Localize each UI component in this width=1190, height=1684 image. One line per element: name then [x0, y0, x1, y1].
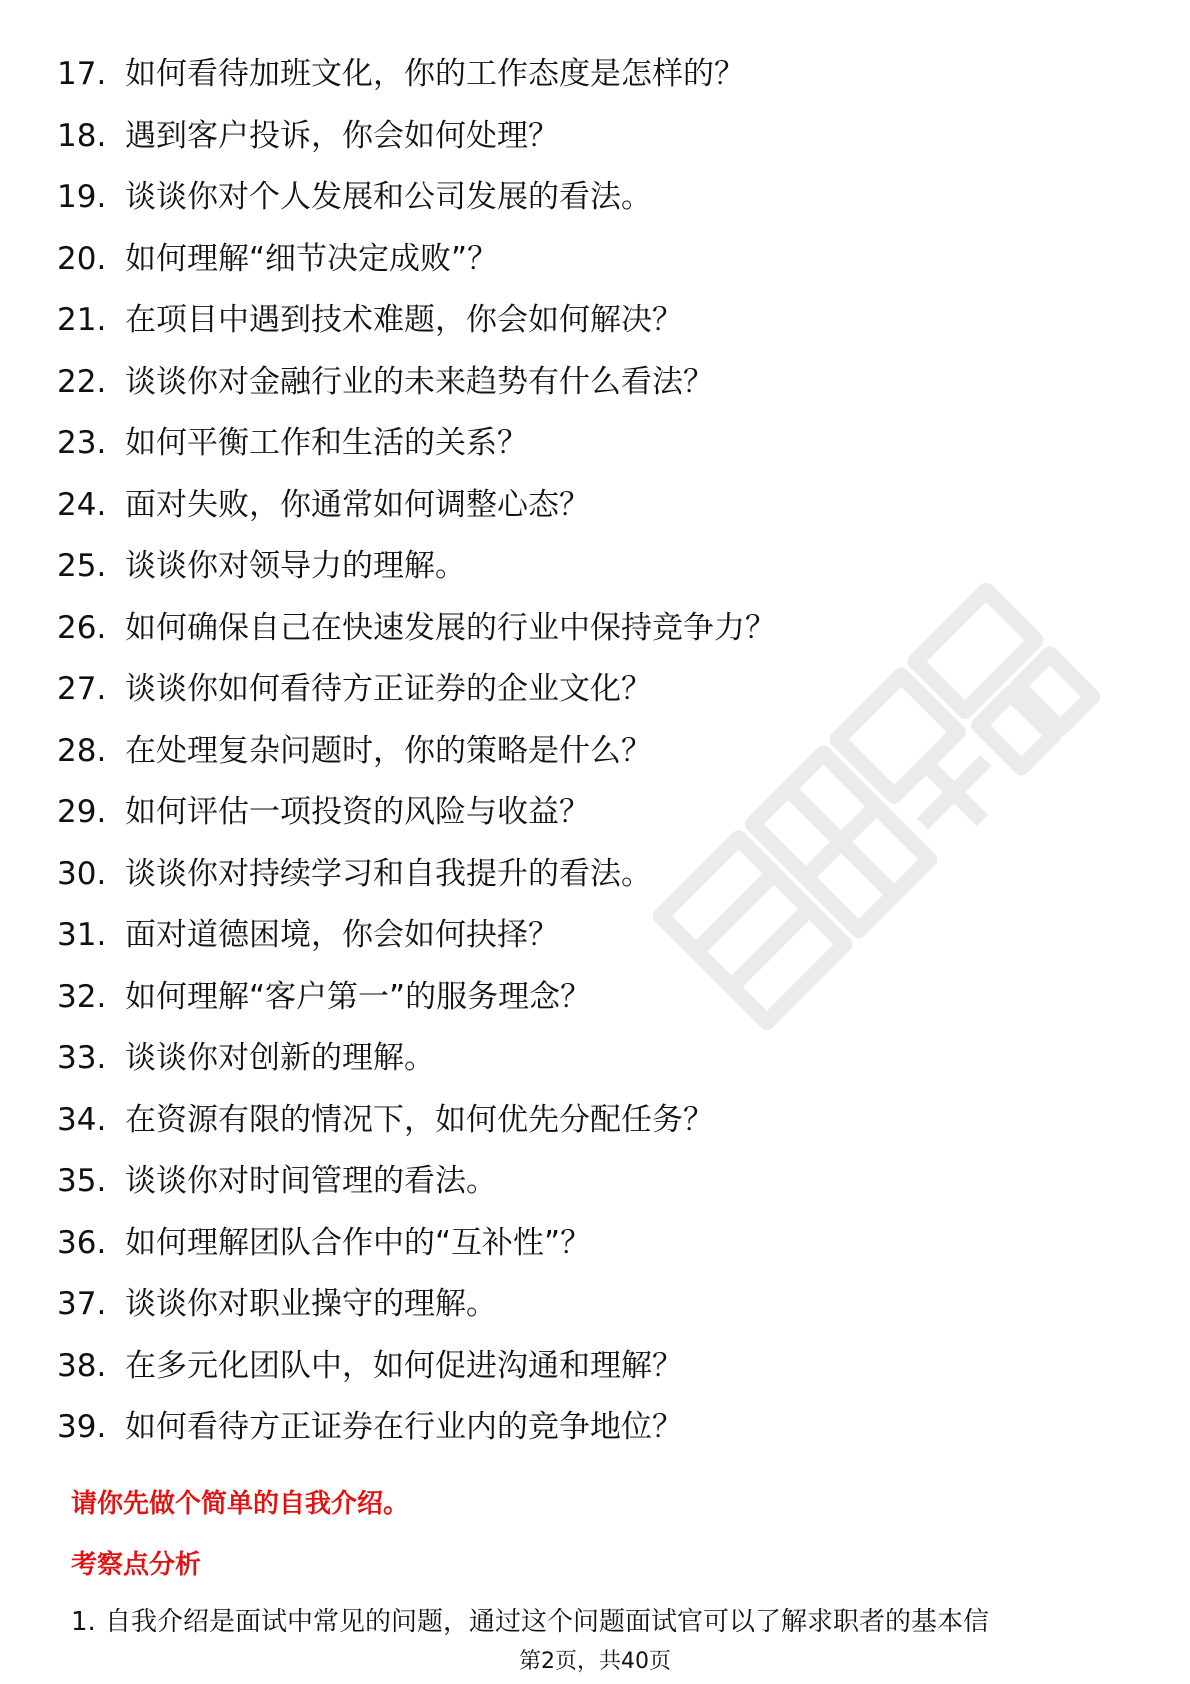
question-number: 19.	[57, 179, 107, 215]
question-item	[0, 1274, 1190, 1336]
question-item	[0, 659, 1190, 721]
question-item	[0, 536, 1190, 598]
question-number: 37.	[57, 1286, 107, 1322]
question-text: 如何理解“客户第一”的服务理念？	[125, 978, 592, 1015]
question-number: 35.	[57, 1163, 107, 1199]
question-number: 32.	[57, 978, 107, 1015]
question-text: 如何看待加班文化，你的工作态度是怎样的？	[125, 56, 745, 92]
question-heading: 请你先做个简单的自我介绍。	[71, 1489, 410, 1519]
question-text: 如何理解团队合作中的“互补性”？	[125, 1224, 592, 1261]
question-text: 谈谈你对职业操守的理解。	[125, 1286, 497, 1322]
question-text: 谈谈你对领导力的理解。	[125, 548, 466, 584]
question-number: 29.	[57, 794, 107, 830]
question-text: 谈谈你对金融行业的未来趋势有什么看法？	[125, 363, 714, 400]
question-item	[0, 1397, 1190, 1459]
question-number: 39.	[57, 1409, 107, 1445]
question-number: 31.	[57, 917, 107, 953]
question-list	[0, 44, 1190, 1459]
question-item	[0, 1028, 1190, 1090]
question-text: 面对失败，你通常如何调整心态？	[125, 486, 590, 523]
question-number: 36.	[57, 1224, 107, 1261]
question-text: 谈谈你对个人发展和公司发展的看法。	[125, 179, 652, 215]
question-item	[0, 905, 1190, 967]
question-item	[0, 1213, 1190, 1275]
analysis-heading: 考察点分析	[71, 1550, 202, 1580]
question-number: 22.	[57, 363, 107, 400]
question-item	[0, 44, 1190, 106]
question-text: 在项目中遇到技术难题，你会如何解决？	[125, 302, 683, 338]
question-number: 30.	[57, 855, 107, 892]
question-text: 谈谈你对持续学习和自我提升的看法。	[125, 855, 652, 892]
question-text: 在处理复杂问题时，你的策略是什么？	[125, 732, 652, 769]
question-number: 33.	[57, 1040, 107, 1076]
question-number: 23.	[57, 425, 107, 461]
question-text: 谈谈你对时间管理的看法。	[125, 1163, 497, 1199]
question-item	[0, 782, 1190, 844]
question-number: 21.	[57, 302, 107, 338]
question-number: 25.	[57, 548, 107, 584]
question-text: 如何平衡工作和生活的关系？	[125, 425, 528, 461]
question-number: 18.	[57, 117, 107, 154]
analysis-point-number: 1.	[71, 1607, 96, 1637]
question-text: 在多元化团队中，如何促进沟通和理解？	[125, 1347, 683, 1384]
page-footer: 第2页，共40页	[519, 1649, 671, 1674]
question-item	[0, 106, 1190, 168]
question-text: 如何确保自己在快速发展的行业中保持竞争力？	[125, 609, 776, 646]
question-text: 如何评估一项投资的风险与收益？	[125, 794, 590, 830]
question-item	[0, 1336, 1190, 1398]
question-text: 谈谈你对创新的理解。	[125, 1040, 435, 1076]
question-number: 34.	[57, 1101, 107, 1138]
question-item	[0, 229, 1190, 291]
analysis-point	[71, 1601, 989, 1638]
question-item	[0, 598, 1190, 660]
question-item	[0, 290, 1190, 352]
question-text: 如何理解“细节决定成败”？	[125, 240, 499, 277]
question-item	[0, 721, 1190, 783]
question-text: 遇到客户投诉，你会如何处理？	[125, 117, 559, 154]
question-number: 24.	[57, 486, 107, 523]
question-item	[0, 475, 1190, 537]
question-item	[0, 167, 1190, 229]
question-number: 28.	[57, 732, 107, 769]
question-text: 在资源有限的情况下，如何优先分配任务？	[125, 1101, 714, 1138]
question-item	[0, 352, 1190, 414]
question-number: 17.	[57, 56, 107, 92]
question-item	[0, 413, 1190, 475]
question-item	[0, 1151, 1190, 1213]
question-number: 20.	[57, 240, 107, 277]
question-item	[0, 1090, 1190, 1152]
question-number: 27.	[57, 671, 107, 707]
question-text: 如何看待方正证券在行业内的竞争地位？	[125, 1409, 683, 1445]
question-number: 38.	[57, 1347, 107, 1384]
question-item	[0, 844, 1190, 906]
question-text: 谈谈你如何看待方正证券的企业文化？	[125, 671, 652, 707]
question-item	[0, 967, 1190, 1029]
question-text: 面对道德困境，你会如何抉择？	[125, 917, 559, 953]
question-number: 26.	[57, 609, 107, 646]
analysis-point-text: 自我介绍是面试中常见的问题，通过这个问题面试官可以了解求职者的基本信	[105, 1607, 990, 1637]
